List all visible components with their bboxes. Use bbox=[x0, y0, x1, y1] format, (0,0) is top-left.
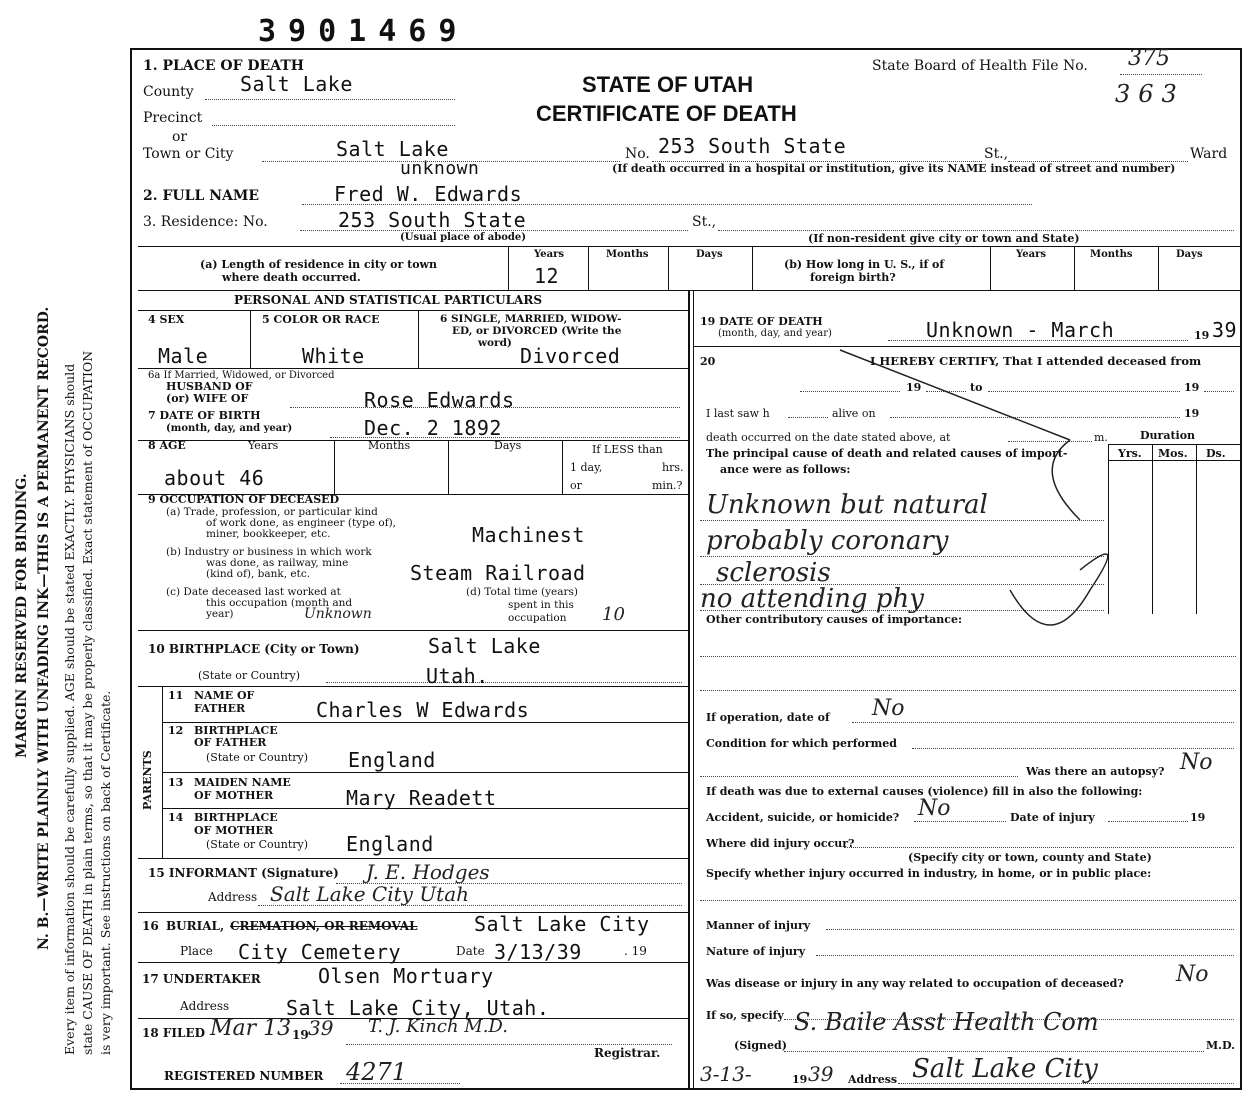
father-value: Charles W Edwards bbox=[316, 698, 530, 722]
burial-year-prefix: . 19 bbox=[624, 944, 647, 958]
occupation-d-3: occupation bbox=[508, 612, 567, 624]
duration-months: Mos. bbox=[1158, 447, 1188, 460]
street-value: 253 South State bbox=[658, 134, 847, 158]
hospital-note: (If death occurred in a hospital or institution, give its NAME instead of street and number) bbox=[612, 162, 1176, 175]
undertaker-value: Olsen Mortuary bbox=[318, 964, 494, 988]
certify-text: I HEREBY CERTIFY, That I attended deceased from bbox=[870, 354, 1202, 368]
occupation-b-3: (kind of), bank, etc. bbox=[206, 568, 311, 580]
us-months-header: Months bbox=[1090, 249, 1133, 260]
unknown-note: unknown bbox=[400, 158, 480, 179]
occupation-a-2: of work done, as engineer (type of), bbox=[206, 517, 397, 529]
registered-number-label: REGISTERED NUMBER bbox=[164, 1069, 324, 1083]
date-of-death-year: 39 bbox=[1212, 318, 1238, 342]
informant-address-label: Address bbox=[208, 890, 258, 904]
autopsy-label: Was there an autopsy? bbox=[1026, 765, 1165, 778]
birthplace-label: 10 BIRTHPLACE (City or Town) bbox=[148, 642, 360, 656]
age-value: about 46 bbox=[164, 466, 265, 490]
street-no-label: No. bbox=[625, 146, 650, 162]
form-title: CERTIFICATE OF DEATH bbox=[536, 101, 797, 126]
occupation-total-time: 10 bbox=[602, 604, 625, 625]
precinct-label: Precinct bbox=[143, 110, 203, 126]
or-label: or bbox=[172, 129, 188, 145]
occupation-industry-value: Steam Railroad bbox=[410, 561, 586, 585]
st-label: St., bbox=[984, 146, 1009, 162]
dob-sublabel: (month, day, and year) bbox=[166, 423, 293, 434]
date-of-death-year-prefix: 19 bbox=[1194, 329, 1210, 342]
age-years-header: Years bbox=[248, 439, 279, 452]
condition-label: Condition for which performed bbox=[706, 737, 897, 750]
filed-label: 18 FILED bbox=[142, 1026, 205, 1040]
length-residence-label: (a) Length of residence in city or town bbox=[200, 258, 438, 271]
dob-value: Dec. 2 1892 bbox=[364, 416, 502, 440]
certify-year: 39 bbox=[808, 1062, 834, 1086]
date-of-death-sublabel: (month, day, and year) bbox=[718, 328, 832, 339]
age-day-label: 1 day, bbox=[570, 461, 603, 474]
spouse-wife-label: (or) WIFE OF bbox=[166, 392, 249, 405]
filed-year-prefix: 19 bbox=[292, 1028, 309, 1042]
mother-label-2: OF MOTHER bbox=[194, 789, 274, 802]
father-birthplace-sublabel: (State or Country) bbox=[206, 751, 309, 764]
margin-instructions-2: state CAUSE OF DEATH in plain terms, so that it may be properly classified. Exact statement of OCCUPATION bbox=[80, 350, 95, 1055]
residence-value: 253 South State bbox=[338, 208, 527, 232]
informant-signature: J. E. Hodges bbox=[366, 860, 490, 884]
marital-label-2: ED, or DIVORCED (Write the bbox=[452, 325, 622, 337]
us-years-header: Years bbox=[1016, 249, 1047, 260]
specify-industry-label: Specify whether injury occurred in industry, in home, or in public place: bbox=[706, 867, 1152, 880]
occupation-last-worked: Unknown bbox=[304, 606, 372, 622]
file-number-2: 363 bbox=[1115, 80, 1185, 108]
occupation-c-1: (c) Date deceased last worked at bbox=[166, 586, 341, 598]
full-name-value: Fred W. Edwards bbox=[334, 182, 523, 206]
certify-year-prefix: 19 bbox=[792, 1073, 808, 1086]
certifier-address-label: Address bbox=[848, 1073, 898, 1086]
certifier-address: Salt Lake City bbox=[912, 1054, 1098, 1084]
occupation-a-3: miner, bookkeeper, etc. bbox=[206, 528, 331, 540]
alive-on-label: alive on bbox=[832, 407, 876, 420]
margin-ink-note: N. B.—WRITE PLAINLY WITH UNFADING INK—THIS IS A PERMANENT RECORD. bbox=[36, 306, 52, 950]
certificate-number: 3901469 bbox=[258, 14, 469, 49]
related-value: No bbox=[1176, 962, 1209, 987]
duration-label: Duration bbox=[1140, 429, 1196, 442]
age-days-header: Days bbox=[494, 439, 522, 452]
burial-place-label: Place bbox=[180, 944, 213, 958]
parents-side-label: PARENTS bbox=[141, 750, 154, 810]
non-resident-note: (If non-resident give city or town and State) bbox=[808, 232, 1080, 245]
father-birthplace-label-2: OF FATHER bbox=[194, 736, 267, 749]
duration-years: Yrs. bbox=[1118, 447, 1142, 460]
occupation-label: 9 OCCUPATION OF DECEASED bbox=[148, 493, 340, 506]
father-birthplace-label: BIRTHPLACE bbox=[194, 724, 278, 737]
months-header: Months bbox=[606, 249, 649, 260]
father-num: 11 bbox=[168, 689, 184, 702]
marital-label: 6 SINGLE, MARRIED, WIDOW- bbox=[440, 313, 622, 325]
age-less-label: If LESS than bbox=[592, 443, 663, 456]
death-occurred-label: death occurred on the date stated above, at bbox=[706, 431, 951, 444]
cause-line-3: sclerosis bbox=[716, 558, 831, 588]
burial-struck-label: CREMATION, OR REMOVAL bbox=[230, 919, 418, 933]
last-saw-year: 19 bbox=[1184, 407, 1200, 420]
burial-num: 16 bbox=[142, 919, 159, 933]
registrar-signature: T. J. Kinch M.D. bbox=[368, 1016, 508, 1037]
operation-value: No bbox=[872, 696, 905, 721]
spouse-value: Rose Edwards bbox=[364, 388, 515, 412]
date-of-death-label: 19 DATE OF DEATH bbox=[700, 315, 823, 328]
mother-birthplace-label: BIRTHPLACE bbox=[194, 811, 278, 824]
residence-st-label: St., bbox=[692, 214, 717, 230]
days-header: Days bbox=[696, 249, 723, 260]
spouse-husband-label: HUSBAND OF bbox=[166, 380, 253, 393]
occupation-b-2: was done, as railway, mine bbox=[206, 557, 349, 569]
signed-label: (Signed) bbox=[734, 1039, 787, 1052]
registered-number-value: 4271 bbox=[346, 1058, 408, 1086]
form-title-state: STATE OF UTAH bbox=[582, 72, 754, 97]
father-birthplace-value: England bbox=[348, 748, 436, 772]
occupation-trade-value: Machinest bbox=[472, 523, 585, 547]
color-value: White bbox=[302, 344, 365, 368]
filed-year: 39 bbox=[308, 1016, 334, 1040]
occupation-b-1: (b) Industry or business in which work bbox=[166, 546, 372, 558]
manner-label: Manner of injury bbox=[706, 919, 811, 932]
pen-stroke bbox=[830, 330, 1248, 670]
mother-label: MAIDEN NAME bbox=[194, 776, 291, 789]
town-label: Town or City bbox=[143, 146, 234, 162]
county-label: County bbox=[143, 84, 194, 100]
autopsy-value: No bbox=[1180, 750, 1213, 775]
mother-birthplace-num: 14 bbox=[168, 811, 184, 824]
certify-num: 20 bbox=[700, 355, 716, 368]
certify-date: 3-13- bbox=[700, 1062, 752, 1086]
age-months-header: Months bbox=[368, 439, 411, 452]
personal-header: PERSONAL AND STATISTICAL PARTICULARS bbox=[234, 293, 543, 307]
town-value: Salt Lake bbox=[336, 137, 449, 161]
occupation-d-2: spent in this bbox=[508, 599, 574, 611]
death-occurred-m: m. bbox=[1094, 431, 1108, 444]
undertaker-address: Salt Lake City, Utah. bbox=[286, 996, 550, 1020]
dob-label: 7 DATE OF BIRTH bbox=[148, 409, 261, 422]
full-name-label: 2. FULL NAME bbox=[143, 188, 260, 204]
father-label-2: FATHER bbox=[194, 702, 246, 715]
mother-birthplace-label-2: OF MOTHER bbox=[194, 824, 274, 837]
certify-from-year: 19 bbox=[906, 381, 922, 394]
injury-date-label: Date of injury bbox=[1010, 811, 1095, 824]
marital-value: Divorced bbox=[520, 344, 621, 368]
certify-to: to bbox=[970, 381, 983, 394]
mother-num: 13 bbox=[168, 776, 184, 789]
margin-binding-note: MARGIN RESERVED FOR BINDING. bbox=[14, 473, 30, 758]
father-label: NAME OF bbox=[194, 689, 255, 702]
birthplace-city: Salt Lake bbox=[428, 634, 541, 658]
accident-label: Accident, suicide, or homicide? bbox=[706, 811, 900, 824]
nature-label: Nature of injury bbox=[706, 945, 806, 958]
sex-label: 4 SEX bbox=[148, 313, 185, 326]
occupation-c-3: year) bbox=[206, 608, 234, 620]
marital-label-3: word) bbox=[478, 337, 512, 349]
filed-date: Mar 13 bbox=[210, 1016, 292, 1041]
external-causes-label: If death was due to external causes (violence) fill in also the following: bbox=[706, 785, 1143, 798]
undertaker-label: 17 UNDERTAKER bbox=[142, 972, 261, 986]
injury-where-label: Where did injury occur? bbox=[706, 837, 855, 850]
cause-line-4: no attending phy bbox=[700, 584, 924, 614]
burial-value: Salt Lake City bbox=[474, 912, 650, 936]
certify-to-year: 19 bbox=[1184, 381, 1200, 394]
occupation-c-2: this occupation (month and bbox=[206, 597, 353, 609]
file-number-label: State Board of Health File No. bbox=[872, 58, 1088, 74]
county-value: Salt Lake bbox=[240, 72, 353, 96]
undertaker-address-label: Address bbox=[180, 999, 230, 1013]
injury-date-year: 19 bbox=[1190, 811, 1206, 824]
years-header: Years bbox=[534, 249, 565, 260]
birthplace-state: Utah. bbox=[426, 664, 489, 688]
specify-city-note: (Specify city or town, county and State) bbox=[908, 851, 1152, 864]
age-or-label: or bbox=[570, 479, 582, 492]
other-causes-label: Other contributory causes of importance: bbox=[706, 613, 963, 626]
cause-line-2: probably coronary bbox=[706, 526, 949, 556]
father-birthplace-num: 12 bbox=[168, 724, 184, 737]
burial-date-label: Date bbox=[456, 944, 485, 958]
length-residence-label-2: where death occurred. bbox=[222, 271, 361, 284]
us-days-header: Days bbox=[1176, 249, 1203, 260]
color-label: 5 COLOR OR RACE bbox=[262, 313, 380, 326]
sex-value: Male bbox=[158, 344, 209, 368]
margin-instructions-3: is very important. See instructions on back of Certificate. bbox=[98, 690, 113, 1055]
cause-line-1: Unknown but natural bbox=[706, 490, 988, 520]
registrar-label: Registrar. bbox=[594, 1046, 661, 1060]
informant-address: Salt Lake City Utah bbox=[270, 882, 470, 906]
spouse-note: 6a If Married, Widowed, or Divorced bbox=[148, 370, 335, 381]
age-label: 8 AGE bbox=[148, 439, 186, 452]
birthplace-state-label: (State or Country) bbox=[198, 669, 301, 682]
place-of-death-label: 1. PLACE OF DEATH bbox=[143, 58, 304, 74]
last-saw-label: I last saw h bbox=[706, 407, 770, 420]
related-label: Was disease or injury in any way related to occupation of deceased? bbox=[706, 977, 1124, 990]
occupation-d-1: (d) Total time (years) bbox=[466, 586, 579, 598]
date-of-death-value: Unknown - March bbox=[926, 318, 1115, 342]
principal-cause-label-2: ance were as follows: bbox=[720, 463, 851, 476]
principal-cause-label: The principal cause of death and related causes of import- bbox=[706, 447, 1068, 460]
burial-date-value: 3/13/39 bbox=[494, 940, 582, 964]
residence-years-value: 12 bbox=[534, 264, 560, 288]
age-hrs-label: hrs. bbox=[662, 461, 684, 474]
duration-days: Ds. bbox=[1206, 447, 1226, 460]
mother-birthplace-sublabel: (State or Country) bbox=[206, 838, 309, 851]
mother-birthplace-value: England bbox=[346, 832, 434, 856]
burial-label: BURIAL, bbox=[166, 919, 225, 933]
file-number: 375 bbox=[1128, 46, 1170, 71]
operation-label: If operation, date of bbox=[706, 711, 830, 724]
foreign-birth-label: (b) How long in U. S., if of bbox=[784, 258, 945, 271]
if-so-label: If so, specify bbox=[706, 1009, 784, 1022]
usual-abode-note: (Usual place of abode) bbox=[400, 232, 526, 243]
burial-place-value: City Cemetery bbox=[238, 940, 402, 964]
certifier-md: M.D. bbox=[1206, 1039, 1235, 1052]
age-min-label: min.? bbox=[652, 479, 683, 492]
foreign-birth-label-2: foreign birth? bbox=[810, 271, 896, 284]
mother-value: Mary Readett bbox=[346, 786, 497, 810]
certifier-signature: S. Baile Asst Health Com bbox=[794, 1008, 1099, 1036]
margin-instructions-1: Every item of information should be carefully supplied. AGE should be stated EXACTLY. PHYSICIANS should bbox=[62, 363, 77, 1055]
residence-label: 3. Residence: No. bbox=[143, 214, 268, 230]
ward-label: Ward bbox=[1190, 146, 1228, 162]
informant-label: 15 INFORMANT (Signature) bbox=[148, 866, 339, 880]
occupation-a-1: (a) Trade, profession, or particular kind bbox=[166, 506, 378, 518]
accident-value: No bbox=[918, 796, 951, 821]
